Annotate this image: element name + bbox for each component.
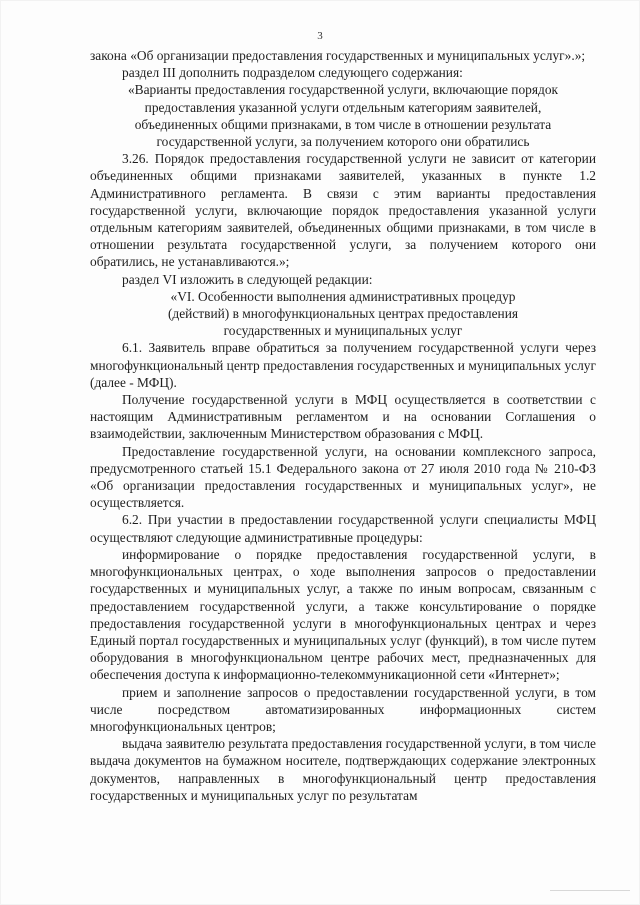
document-body	[90, 47, 596, 804]
paragraph-6-1: 6.1. Заявитель вправе обратиться за получением государственной услуги через многофункциональный центр предоставления государственных и муниципальных услуг (далее - МФЦ).	[90, 340, 596, 390]
paragraph-reception: прием и заполнение запросов о предоставлении государственной услуги, в том числе посредством автоматизированных информационных систем многофункциональных центров;	[90, 684, 596, 734]
scan-mark	[550, 890, 630, 891]
paragraph-law-end: закона «Об организации предоставления государственных и муниципальных услуг».»;	[90, 48, 586, 63]
paragraph-mfc-receipt: Получение государственной услуги в МФЦ осуществляется в соответствии с настоящим Административным регламентом и на основании Соглашения о взаимодействии, заключенным Министерством образования с МФЦ.	[90, 392, 596, 442]
paragraph-issuance: выдача заявителю результата предоставления государственной услуги, в том числе выдача документов на бумажном носителе, подтверждающих содержание электронных документов, направленных в многофункциональный центр предоставления государственных и муниципальных услуг по результатам	[90, 736, 596, 803]
paragraph-section-iii: раздел III дополнить подразделом следующего содержания:	[122, 65, 463, 81]
paragraph-informing: информирование о порядке предоставления государственной услуги, в многофункциональных центрах, о ходе выполнения запросов о предоставлении государственных и муниципальных услуг, а также по иным вопросам, связанным с предоставлением государственной услуги, а также консультирование о порядке предоставления государственной услуги в многофункциональных центрах и через Единый портал государственных и муниципальных услуг (функций), в том числе путем оборудования в многофункциональном центре рабочих мест, предназначенных для обеспечения доступа к информационно-телекоммуникационной сети «Интернет»;	[90, 546, 596, 683]
paragraph-complex-request: Предоставление государственной услуги, на основании комплексного запроса, предусмотренного статьей 15.1 Федерального закона от 27 июля 2010 года № 210-ФЗ «Об организации предоставления государственных и муниципальных услуг», не осуществляется.	[90, 443, 596, 511]
paragraph-6-2: 6.2. При участии в предоставлении государственной услуги специалисты МФЦ осуществляют следующие административные процедуры:	[90, 512, 596, 545]
subsection-heading: «Варианты предоставления государственной услуги, включающие порядок предоставления указанной услуги отдельным категориям заявителей, объединенных общими признаками, в том числе в отношении результата государственной услуги, за получением которого они обратились	[127, 82, 559, 150]
paragraph-3-26: 3.26. Порядок предоставления государственной услуги не зависит от категории объединенных общими признаками заявителей, указанных в пункте 1.2 Административного регламента. В связи с этим варианты предоставления государственной услуги, включающие порядок предоставления указанной услуги отдельным категориям заявителей, объединенных общими признаками, в том числе в отношении результата государственной услуги, за получением которого они обратились, не устанавливаются.»;	[90, 151, 596, 270]
section-vi-heading: «VI. Особенности выполнения административных процедур (действий) в многофункциональных центрах предоставления государственных и муниципальных услуг	[167, 288, 519, 339]
page-number: 3	[317, 30, 323, 42]
paragraph-section-vi: раздел VI изложить в следующей редакции:	[122, 271, 373, 287]
